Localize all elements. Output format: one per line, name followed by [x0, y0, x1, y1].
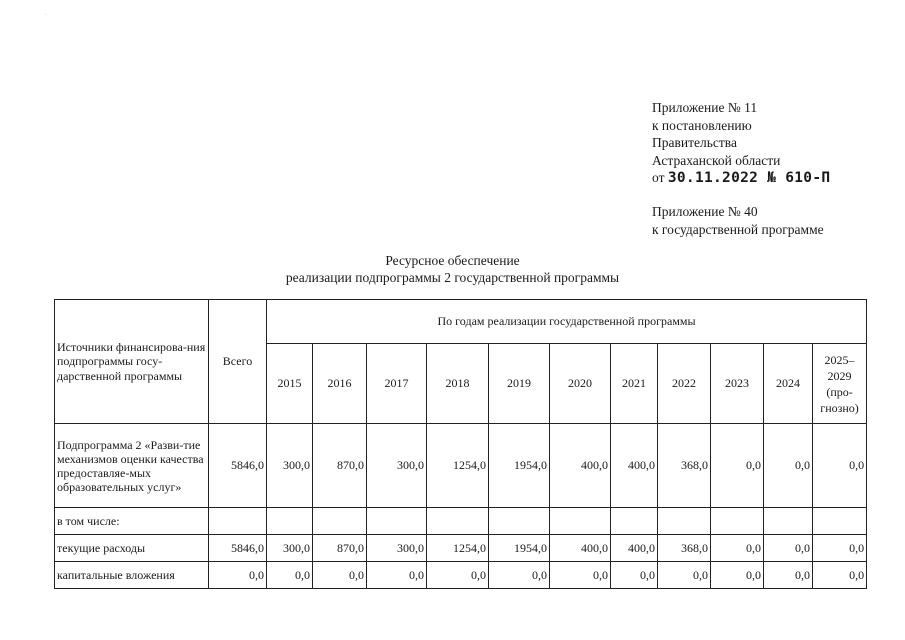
row-value: 0,0 [764, 562, 813, 589]
header-row-top [55, 300, 867, 344]
header-years-group: По годам реализации государственной программы [267, 300, 867, 344]
annex-line: Приложение № 11 [652, 100, 758, 115]
row-value [764, 508, 813, 535]
annex-line: к постановлению [652, 117, 752, 133]
row-value: 870,0 [313, 535, 367, 562]
row-value: 400,0 [611, 535, 658, 562]
row-value [658, 508, 711, 535]
table-row [55, 535, 867, 562]
row-value: 1254,0 [427, 424, 489, 508]
row-value: 0,0 [313, 562, 367, 589]
row-value: 0,0 [658, 562, 711, 589]
row-value: 1954,0 [489, 424, 550, 508]
annex-block [652, 99, 830, 188]
table-row [55, 424, 867, 508]
date-prefix: от [652, 170, 665, 185]
row-value: 0,0 [813, 424, 867, 508]
row-value: 400,0 [550, 424, 611, 508]
row-value [550, 508, 611, 535]
row-value: 300,0 [267, 424, 313, 508]
year-header: 2024 [764, 344, 813, 424]
year-header: 2019 [489, 344, 550, 424]
resource-table [54, 299, 867, 589]
row-value: 0,0 [764, 535, 813, 562]
year-header: 2018 [427, 344, 489, 424]
row-value: 870,0 [313, 424, 367, 508]
header-total: Всего [209, 300, 267, 424]
row-label: Подпрограмма 2 «Разви-тие механизмов оценки качества предоставляе-мых образовательных услуг» [55, 424, 209, 508]
year-header-forecast: 2025–2029 (про-гнозно) [813, 344, 867, 424]
year-header: 2017 [367, 344, 427, 424]
row-value [367, 508, 427, 535]
table-row [55, 508, 867, 535]
row-value [489, 508, 550, 535]
year-header: 2021 [611, 344, 658, 424]
annex2-line: к государственной программе [652, 221, 824, 237]
row-value [711, 508, 764, 535]
row-value: 0,0 [489, 562, 550, 589]
year-header: 2020 [550, 344, 611, 424]
scan-speck: · [45, 12, 47, 18]
row-value: 0,0 [367, 562, 427, 589]
document-title [0, 252, 905, 286]
year-header: 2016 [313, 344, 367, 424]
row-value: 0,0 [267, 562, 313, 589]
row-value [813, 508, 867, 535]
row-value: 300,0 [367, 535, 427, 562]
row-value: 300,0 [367, 424, 427, 508]
title-line-2: реализации подпрограммы 2 государственной программы [285, 270, 620, 285]
row-value [313, 508, 367, 535]
row-value: 0,0 [611, 562, 658, 589]
row-value: 0,0 [427, 562, 489, 589]
row-label: текущие расходы [55, 535, 209, 562]
row-value: 400,0 [611, 424, 658, 508]
row-value: 1254,0 [427, 535, 489, 562]
year-header: 2015 [267, 344, 313, 424]
row-value: 0,0 [711, 424, 764, 508]
table-row [55, 562, 867, 589]
year-header: 2023 [711, 344, 764, 424]
date-stamp: 30.11.2022 № 610-П [667, 170, 831, 186]
row-value: 0,0 [764, 424, 813, 508]
row-value [267, 508, 313, 535]
row-value: 0,0 [813, 562, 867, 589]
row-value [611, 508, 658, 535]
row-value: 1954,0 [489, 535, 550, 562]
row-total: 5846,0 [209, 424, 267, 508]
row-total: 5846,0 [209, 535, 267, 562]
row-value: 0,0 [711, 562, 764, 589]
row-value: 0,0 [550, 562, 611, 589]
row-label: в том числе: [55, 508, 209, 535]
row-value [427, 508, 489, 535]
row-value: 368,0 [658, 424, 711, 508]
annex2-line: Приложение № 40 [652, 204, 758, 219]
row-total [209, 508, 267, 535]
row-value: 368,0 [658, 535, 711, 562]
annex-line: Астраханской области [652, 152, 781, 168]
header-source: Источники финансирова-ния подпрограммы госу-дарственной программы [55, 300, 209, 424]
row-value: 0,0 [813, 535, 867, 562]
row-value: 300,0 [267, 535, 313, 562]
title-line-1: Ресурсное обеспечение [385, 253, 520, 268]
row-total: 0,0 [209, 562, 267, 589]
year-header: 2022 [658, 344, 711, 424]
decree-date-line [652, 169, 830, 188]
row-value: 400,0 [550, 535, 611, 562]
row-value: 0,0 [711, 535, 764, 562]
annex2-block [652, 203, 824, 238]
annex-line: Правительства [652, 135, 737, 150]
row-label: капитальные вложения [55, 562, 209, 589]
